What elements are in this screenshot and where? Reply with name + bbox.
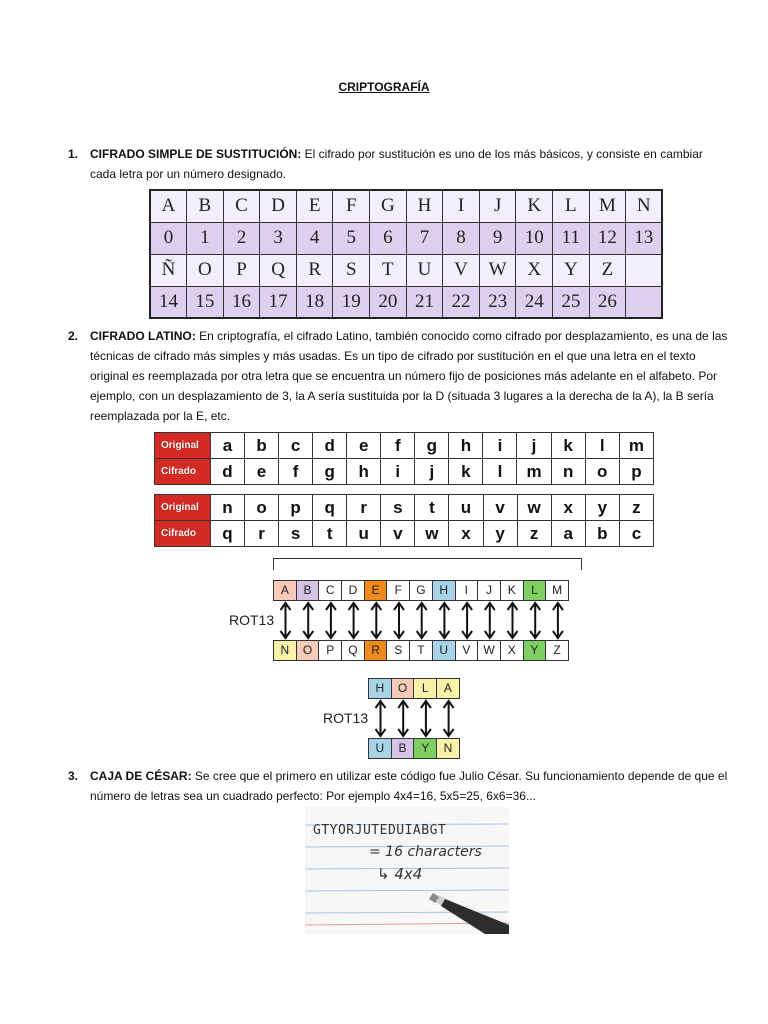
table-cell: d <box>210 459 244 485</box>
caesar-table-1 <box>154 432 654 485</box>
table-row <box>150 286 662 318</box>
table-cell: p <box>619 459 653 485</box>
table-cell: t <box>415 495 449 521</box>
rot13-cell: C <box>318 580 342 601</box>
arrow-icon: ↳ <box>377 865 395 883</box>
rot13-cell: T <box>409 640 433 661</box>
table-cell: h <box>347 459 381 485</box>
table-cell: s <box>381 495 415 521</box>
notepad-line-2: = 16 characters <box>369 844 482 860</box>
table-cell: D <box>260 190 297 222</box>
table-cell: R <box>296 254 333 286</box>
table-cell: 18 <box>296 286 333 318</box>
table-cell: g <box>415 433 449 459</box>
table-cell: j <box>415 459 449 485</box>
rot13-cell: B <box>391 738 415 759</box>
table-cell: m <box>517 459 551 485</box>
double-arrow-icon <box>303 603 313 638</box>
table-row <box>155 459 654 485</box>
table-cell: 20 <box>370 286 407 318</box>
table-cell: d <box>313 433 347 459</box>
table-cell: 6 <box>370 222 407 254</box>
table-row <box>155 433 654 459</box>
hola-rot13-label: ROT13 <box>323 710 369 726</box>
table-cell: o <box>244 495 278 521</box>
table-cell: v <box>381 521 415 547</box>
table-cell: n <box>551 459 585 485</box>
table-cell: h <box>449 433 483 459</box>
table-cell: L <box>553 190 590 222</box>
table-cell <box>626 286 663 318</box>
table-cell: 22 <box>443 286 480 318</box>
double-arrow-icon <box>444 701 454 736</box>
table-cell: 5 <box>333 222 370 254</box>
table-cell: S <box>333 254 370 286</box>
double-arrow-icon <box>326 603 336 638</box>
rot13-cell: O <box>391 678 415 699</box>
rot13-cell: S <box>386 640 410 661</box>
table-cell: 12 <box>589 222 626 254</box>
table-cell: w <box>517 495 551 521</box>
double-arrow-icon <box>349 603 359 638</box>
rot13-cell: H <box>368 678 392 699</box>
table-cell: 21 <box>406 286 443 318</box>
table-row <box>150 190 662 222</box>
table-cell: i <box>381 459 415 485</box>
section-3 <box>68 766 728 806</box>
hola-arrows <box>369 699 469 739</box>
section-1-heading: CIFRADO SIMPLE DE SUSTITUCIÓN: <box>90 147 302 161</box>
table-cell: i <box>483 433 517 459</box>
double-arrow-icon <box>398 701 408 736</box>
double-arrow-icon <box>553 603 563 638</box>
table-cell: a <box>210 433 244 459</box>
table-cell: f <box>279 459 313 485</box>
table-cell: W <box>479 254 516 286</box>
row-header: Original <box>155 495 211 521</box>
table-cell: Ñ <box>150 254 187 286</box>
table-cell: b <box>585 521 619 547</box>
table-cell: t <box>313 521 347 547</box>
table-cell: y <box>585 495 619 521</box>
rot13-cell: N <box>436 738 460 759</box>
table-cell: 11 <box>553 222 590 254</box>
double-arrow-icon <box>439 603 449 638</box>
rot13-cell: Y <box>413 738 437 759</box>
table-cell: M <box>589 190 626 222</box>
rot13-top-row <box>274 580 569 601</box>
rot13-bottom-row <box>274 640 569 661</box>
table-cell: 1 <box>187 222 224 254</box>
table-cell: z <box>619 495 653 521</box>
substitution-table <box>149 189 663 319</box>
table-cell: 3 <box>260 222 297 254</box>
table-cell: O <box>187 254 224 286</box>
rot13-cell: G <box>409 580 433 601</box>
section-2-text: En criptografía, el cifrado Latino, también conocido como cifrado por desplazamiento, es una de las técnicas de cifrado más simples y más usadas. Es un tipo de cifrado por sustitución en el que una letra en el texto original es reemplazada por otra letra que se encuentra un número fijo de posiciones más adelante en el alfabeto. Por ejemplo, con un desplazamiento de 3, la A sería sustituida por la D (situada 3 lugares a la derecha de la A), la B sería reemplazada por la E, etc. <box>90 329 728 423</box>
double-arrow-icon <box>281 603 291 638</box>
section-1 <box>68 144 728 184</box>
double-arrow-icon <box>417 603 427 638</box>
table-cell: V <box>443 254 480 286</box>
table-cell: 23 <box>479 286 516 318</box>
rot13-cell: R <box>364 640 388 661</box>
notepad-line-1: GTYORJUTEDUIABGT <box>313 823 447 838</box>
table-cell: 10 <box>516 222 553 254</box>
table-cell <box>626 254 663 286</box>
table-row <box>150 254 662 286</box>
table-cell: H <box>406 190 443 222</box>
double-arrow-icon <box>394 603 404 638</box>
page-title: CRIPTOGRAFÍA <box>338 80 430 94</box>
rot13-cell: A <box>436 678 460 699</box>
table-cell: 0 <box>150 222 187 254</box>
table-cell: Y <box>553 254 590 286</box>
table-cell: X <box>516 254 553 286</box>
table-cell: 4 <box>296 222 333 254</box>
table-cell: T <box>370 254 407 286</box>
rot13-cell: F <box>386 580 410 601</box>
table-cell: 7 <box>406 222 443 254</box>
table-cell: a <box>551 521 585 547</box>
section-3-heading: CAJA DE CÉSAR: <box>90 769 192 783</box>
double-arrow-icon <box>421 701 431 736</box>
table-cell: b <box>244 433 278 459</box>
table-cell: c <box>279 433 313 459</box>
hola-bottom-row <box>369 738 460 759</box>
table-row <box>155 495 654 521</box>
rot13-cell: X <box>500 640 524 661</box>
table-cell: q <box>313 495 347 521</box>
table-cell: v <box>483 495 517 521</box>
table-cell: C <box>223 190 260 222</box>
table-cell: P <box>223 254 260 286</box>
double-arrow-icon <box>371 603 381 638</box>
rot13-cell: K <box>500 580 524 601</box>
rot13-cell: L <box>413 678 437 699</box>
row-header: Original <box>155 433 211 459</box>
table-cell: 16 <box>223 286 260 318</box>
row-header: Cifrado <box>155 521 211 547</box>
section-3-text: Se cree que el primero en utilizar este código fue Julio César. Su funcionamiento depende de que el número de letras sea un cuadrado perfecto: Por ejemplo 4x4=16, 5x5=25, 6x6=36... <box>90 769 728 803</box>
table-cell: 13 <box>626 222 663 254</box>
rot13-cell: U <box>432 640 456 661</box>
double-arrow-icon <box>485 603 495 638</box>
table-cell: 15 <box>187 286 224 318</box>
table-row <box>150 222 662 254</box>
table-cell: r <box>347 495 381 521</box>
table-cell: 25 <box>553 286 590 318</box>
table-cell: N <box>626 190 663 222</box>
section-3-number: 3. <box>68 769 79 783</box>
table-cell: 19 <box>333 286 370 318</box>
table-cell: m <box>619 433 653 459</box>
table-cell: e <box>244 459 278 485</box>
table-cell: u <box>449 495 483 521</box>
table-cell: Z <box>589 254 626 286</box>
rot13-cell: L <box>523 580 547 601</box>
table-cell: s <box>279 521 313 547</box>
hola-top-row <box>369 678 460 699</box>
rot13-cell: Q <box>341 640 365 661</box>
table-cell: n <box>210 495 244 521</box>
rot13-cell: O <box>296 640 320 661</box>
table-cell: 17 <box>260 286 297 318</box>
table-cell: U <box>406 254 443 286</box>
notepad-photo <box>305 807 509 934</box>
table-cell: I <box>443 190 480 222</box>
table-cell: f <box>381 433 415 459</box>
table-cell: 24 <box>516 286 553 318</box>
rot13-cell: D <box>341 580 365 601</box>
table-cell: J <box>479 190 516 222</box>
rot13-cell: A <box>273 580 297 601</box>
table-cell: k <box>551 433 585 459</box>
rot13-arrows <box>274 601 584 641</box>
notepad-line-3-text: 4x4 <box>394 865 423 883</box>
table-cell: 2 <box>223 222 260 254</box>
double-arrow-icon <box>376 701 386 736</box>
table-cell: r <box>244 521 278 547</box>
rot13-cell: W <box>477 640 501 661</box>
table-cell: E <box>296 190 333 222</box>
table-cell: p <box>279 495 313 521</box>
rot13-cell: Z <box>545 640 569 661</box>
table-cell: j <box>517 433 551 459</box>
rot13-cell: M <box>545 580 569 601</box>
table-cell: K <box>516 190 553 222</box>
table-cell: c <box>619 521 653 547</box>
table-cell: 26 <box>589 286 626 318</box>
table-cell: l <box>585 433 619 459</box>
table-cell: x <box>449 521 483 547</box>
rot13-cell: P <box>318 640 342 661</box>
table-cell: u <box>347 521 381 547</box>
table-cell: B <box>187 190 224 222</box>
section-2-number: 2. <box>68 329 79 343</box>
table-cell: q <box>210 521 244 547</box>
table-row <box>155 521 654 547</box>
table-cell: e <box>347 433 381 459</box>
rot13-bracket <box>273 558 582 570</box>
double-arrow-icon <box>508 603 518 638</box>
table-cell: A <box>150 190 187 222</box>
table-cell: k <box>449 459 483 485</box>
double-arrow-icon <box>530 603 540 638</box>
rot13-label: ROT13 <box>229 612 275 628</box>
table-cell: z <box>517 521 551 547</box>
rot13-cell: B <box>296 580 320 601</box>
rot13-cell: H <box>432 580 456 601</box>
table-cell: l <box>483 459 517 485</box>
table-cell: x <box>551 495 585 521</box>
rot13-cell: Y <box>523 640 547 661</box>
section-1-number: 1. <box>68 147 79 161</box>
table-cell: 9 <box>479 222 516 254</box>
table-cell: G <box>370 190 407 222</box>
table-cell: o <box>585 459 619 485</box>
table-cell: y <box>483 521 517 547</box>
section-2-heading: CIFRADO LATINO: <box>90 329 196 343</box>
rot13-cell: U <box>368 738 392 759</box>
rot13-cell: E <box>364 580 388 601</box>
row-header: Cifrado <box>155 459 211 485</box>
rot13-cell: N <box>273 640 297 661</box>
table-cell: F <box>333 190 370 222</box>
table-cell: w <box>415 521 449 547</box>
table-cell: 8 <box>443 222 480 254</box>
double-arrow-icon <box>462 603 472 638</box>
notepad-line-3 <box>377 865 422 883</box>
rot13-cell: V <box>455 640 479 661</box>
table-cell: 14 <box>150 286 187 318</box>
rot13-cell: J <box>477 580 501 601</box>
section-1-text: El cifrado por sustitución es uno de los más básicos, y consiste en cambiar cada letra por un número designado. <box>90 147 703 181</box>
table-cell: g <box>313 459 347 485</box>
table-cell: Q <box>260 254 297 286</box>
section-2 <box>68 326 728 426</box>
rot13-cell: I <box>455 580 479 601</box>
caesar-table-2 <box>154 494 654 547</box>
